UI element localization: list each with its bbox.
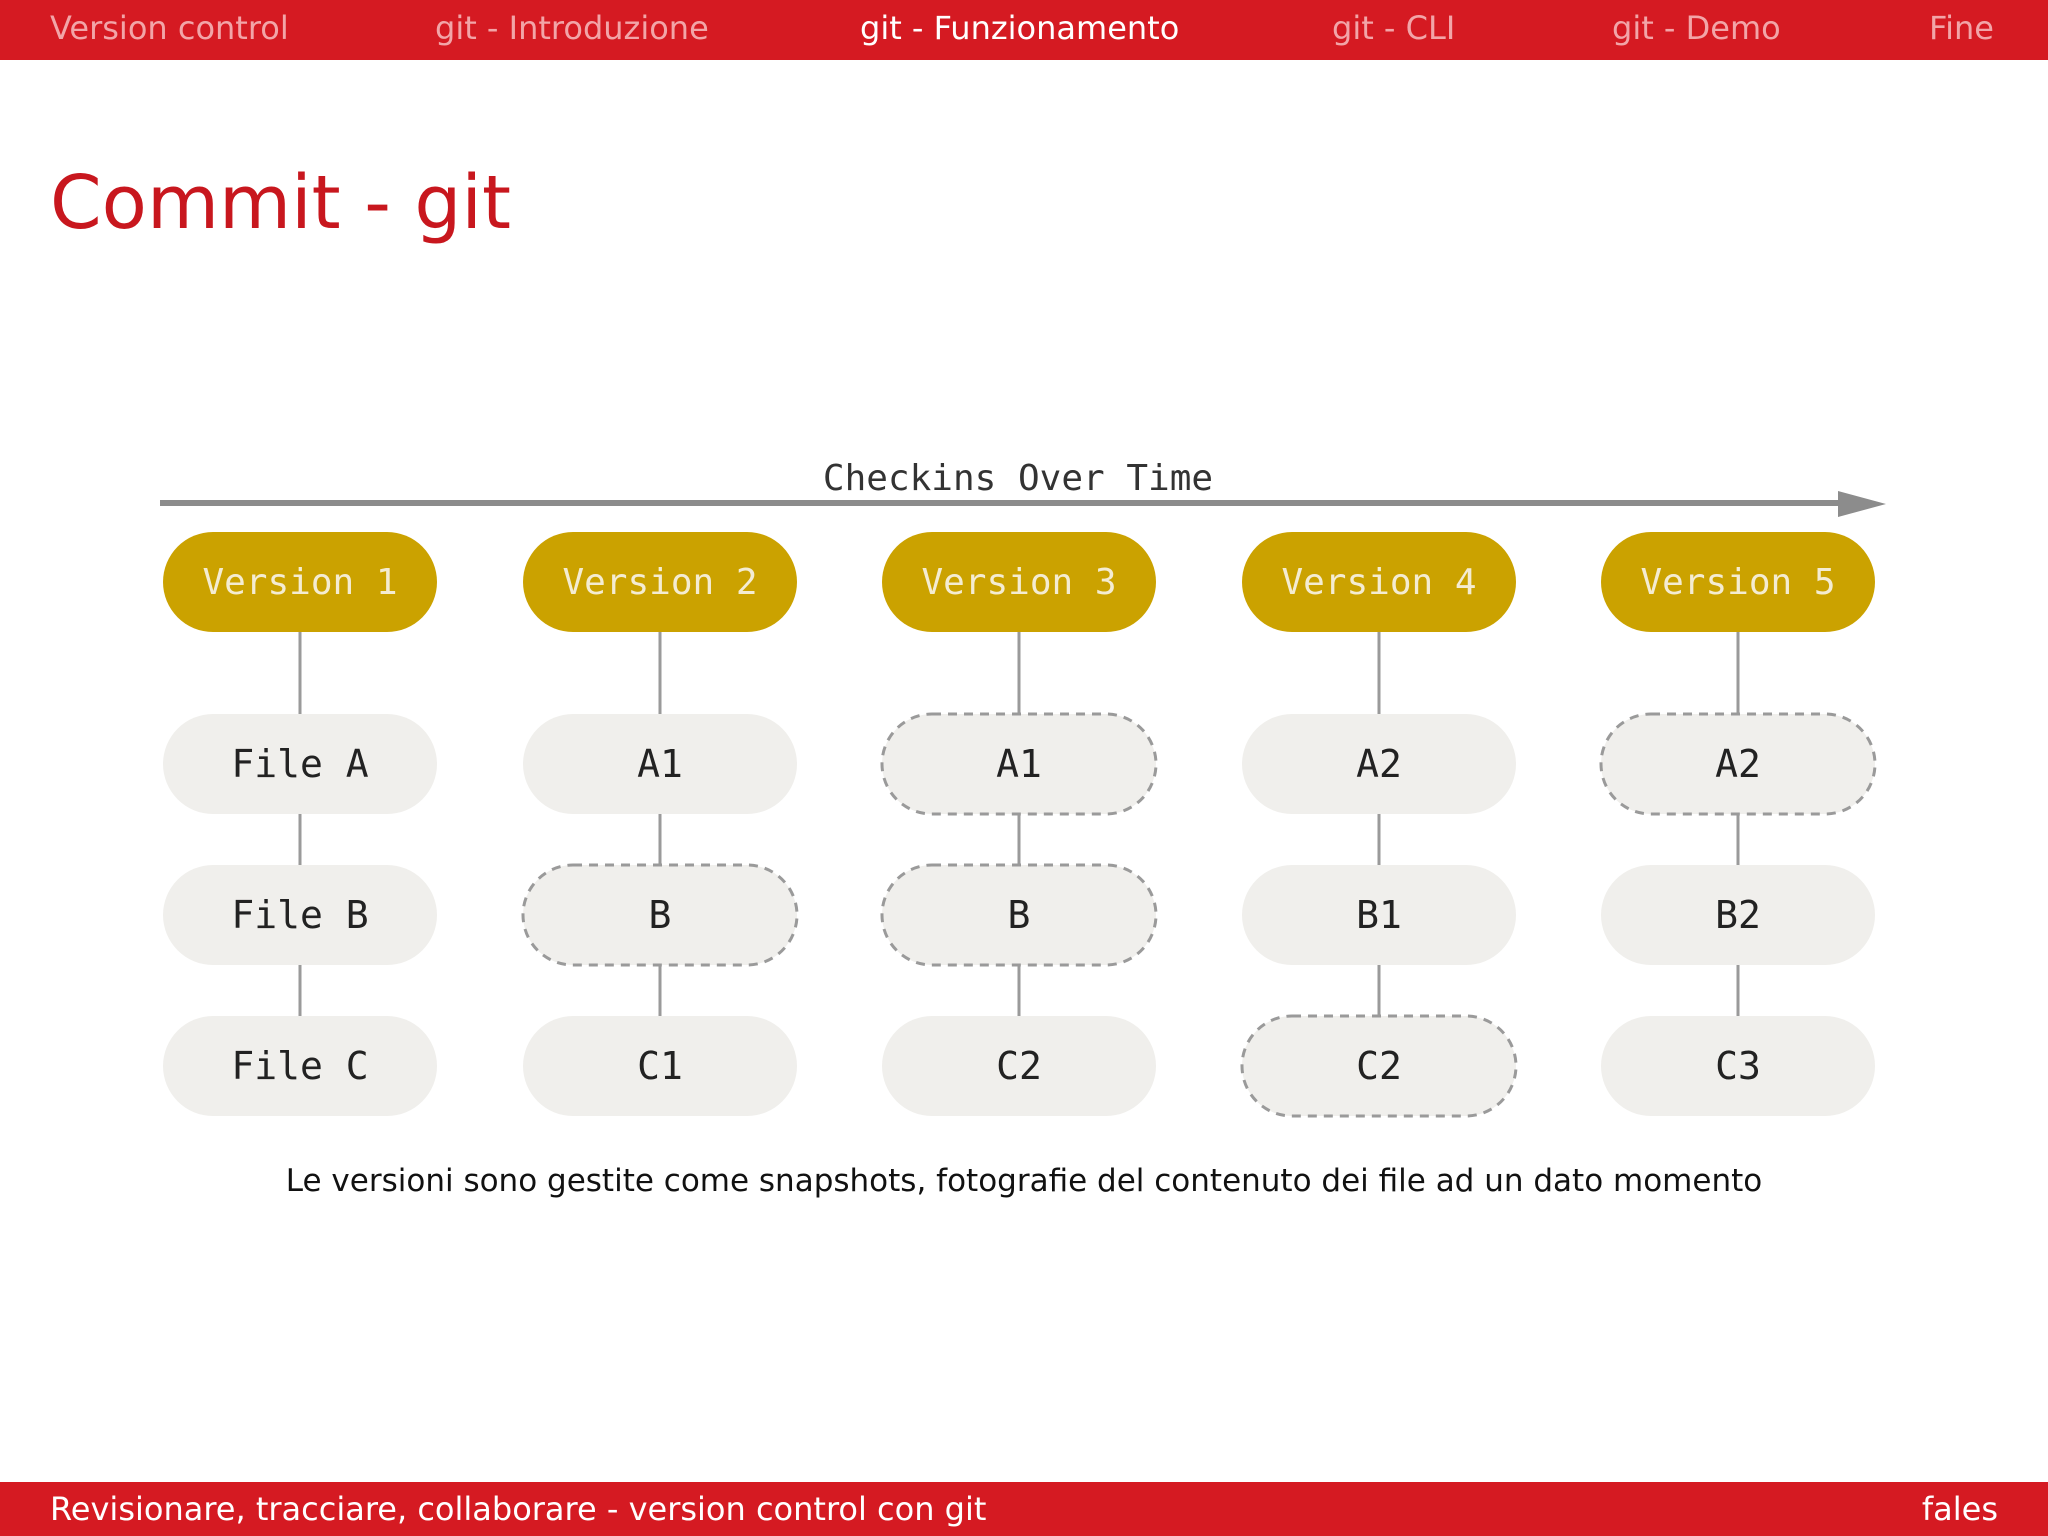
- file-label: A1: [996, 742, 1042, 786]
- file-label: B1: [1356, 893, 1402, 937]
- nav-item-git-demo[interactable]: git - Demo: [1612, 9, 1781, 47]
- file-label: C2: [1356, 1044, 1402, 1088]
- slide-caption: Le versioni sono gestite come snapshots, fotografie del contenuto dei file ad un dato momento: [285, 1163, 1763, 1199]
- file-label: A2: [1356, 742, 1402, 786]
- version-label: Version 5: [1640, 562, 1836, 603]
- file-label: A1: [637, 742, 683, 786]
- version-label: Version 2: [562, 562, 758, 603]
- file-label: B: [648, 893, 672, 937]
- footer-title: Revisionare, tracciare, collaborare - version control con git: [50, 1490, 987, 1528]
- nav-item-git-funzionamento[interactable]: git - Funzionamento: [860, 9, 1180, 47]
- file-label: File A: [231, 742, 369, 786]
- version-column: [163, 532, 437, 1116]
- nav-item-fine[interactable]: Fine: [1929, 9, 1994, 47]
- version-column: [1242, 532, 1516, 1116]
- footer-bar: [0, 1482, 2048, 1536]
- nav-item-version-control[interactable]: Version control: [50, 9, 289, 47]
- file-label: File B: [231, 893, 369, 937]
- footer-author: fales: [1921, 1490, 1998, 1528]
- file-label: A2: [1715, 742, 1761, 786]
- file-label: C3: [1715, 1044, 1761, 1088]
- slide-title: Commit - git: [50, 160, 511, 246]
- version-label: Version 1: [202, 562, 398, 603]
- version-column: [882, 532, 1156, 1116]
- file-label: File C: [231, 1044, 369, 1088]
- timeline-arrow-head: [1838, 491, 1886, 517]
- nav-item-git-cli[interactable]: git - CLI: [1332, 9, 1456, 47]
- timeline-label: Checkins Over Time: [822, 458, 1214, 499]
- nav-item-git-introduzione[interactable]: git - Introduzione: [435, 9, 709, 47]
- version-label: Version 3: [921, 562, 1117, 603]
- file-label: B: [1007, 893, 1031, 937]
- file-label: C1: [637, 1044, 683, 1088]
- file-label: C2: [996, 1044, 1042, 1088]
- file-label: B2: [1715, 893, 1761, 937]
- version-column: [523, 532, 797, 1116]
- version-label: Version 4: [1281, 562, 1477, 603]
- version-column: [1601, 532, 1875, 1116]
